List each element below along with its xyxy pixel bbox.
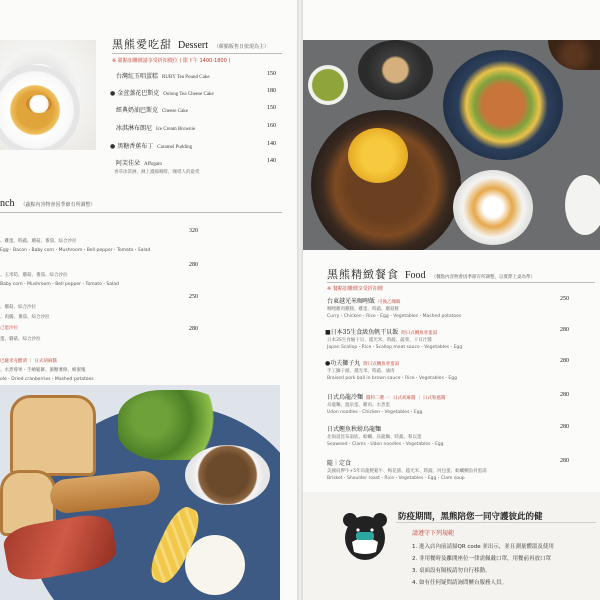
curry-rice bbox=[348, 128, 408, 183]
soup-bowl bbox=[453, 170, 533, 245]
side-plate bbox=[565, 175, 600, 235]
dessert-title-en: Dessert bbox=[178, 40, 208, 51]
price: 320 bbox=[189, 228, 198, 234]
price: 280 bbox=[560, 424, 569, 430]
food-item-desc: 日本3S生食級干貝、越光米、時蔬、蔬菜、干貝汁醬 bbox=[327, 338, 432, 343]
food-item-en: Japan Scallop・Rice・Scallop meat sauce・Vegetables・Egg bbox=[327, 345, 463, 350]
price: 280 bbox=[560, 358, 569, 364]
dessert-item: 台灣紅玉唱蛋糕 RUBY Tea Pound Cake bbox=[116, 73, 210, 80]
lunch-desc: 己蛋沙拉 bbox=[0, 326, 18, 331]
lunch-desc: 蛋、蘑菇、綜合沙拉 bbox=[0, 337, 41, 342]
food-item-en: Curry・Chicken・Rice・Egg・Vegetables・Mashed potatoes bbox=[327, 314, 462, 319]
food-item-desc: 手工獅子頭、越光米、時蔬、滷肉 bbox=[327, 369, 395, 374]
dessert-item: 冰淇淋布朗尼 Ice Cream Brownie bbox=[116, 125, 196, 132]
egg bbox=[185, 535, 245, 595]
notice-item: 1. 進入店內前請掃QR code 並出示，並且測量體溫及使用 bbox=[412, 544, 554, 550]
food-item-desc: 北海道昆布湯底、蛤蠣、烏龍麵、時蔬、和以蛋 bbox=[327, 435, 422, 440]
price: 140 bbox=[267, 158, 276, 164]
lunch-desc-en: Egg・Bacon・Baby corn・Mushroom・Bell pepper・Tomato・Salad bbox=[0, 248, 151, 253]
dessert-note: （餅點販售日依現為主） bbox=[214, 44, 270, 50]
notice-item: 3. 桌面設有隔板請勿自行移動。 bbox=[412, 568, 491, 574]
price: 280 bbox=[560, 327, 569, 333]
price: 250 bbox=[189, 294, 198, 300]
food-item: 日式烏龍冷麵 醬料二選一：日式胡麻醬 ｜ 日式和風醬 bbox=[327, 394, 446, 401]
food-note: （餐點內容物會因季節有所調整，以實際上桌為準） bbox=[431, 275, 536, 280]
dessert-item: ● 黑糖香蕉布丁 Caramel Pudding bbox=[110, 143, 193, 150]
lunch-desc: 、水煮莓果・手繪鬆餅、蜜糖薯條、蜂蜜塊 bbox=[0, 368, 86, 373]
price: 280 bbox=[560, 392, 569, 398]
curry-table-photo bbox=[303, 40, 600, 250]
dessert-item: 阿芙佳朵 Affogato bbox=[116, 160, 162, 167]
lunch-header bbox=[0, 196, 95, 209]
notice-item: 4. 如有任何疑問請詢問櫃台服務人員。 bbox=[412, 580, 507, 586]
price: 140 bbox=[267, 141, 276, 147]
food-item-desc: 美國肩胛牛+5年烏龍輕鬆牛、梅花豬、越光米、時蔬、河包蛋、蛤蠣鯛魚骨蛋湯 bbox=[327, 469, 487, 474]
lunch-desc: 巴薩米克醋漬 ｜ 日式胡麻醬 bbox=[0, 359, 57, 364]
dessert-item: ● 金萱蒸花巴斯克 Oolong Tea Cheese Cake bbox=[110, 90, 214, 97]
food-item-en: Brisket・Shoulder roast・Rice・Vegetables・Egg・Clam soup bbox=[327, 476, 465, 481]
brunch-plate-photo bbox=[0, 385, 280, 600]
steak-plate bbox=[443, 50, 563, 160]
lunch-desc-en: ole・Dried cranberries・Mashed potatoes bbox=[0, 377, 94, 382]
divider bbox=[0, 212, 282, 213]
divider bbox=[396, 522, 596, 523]
food-item-en: Seaweed・Clams・Udon noodles・Vegetables・Egg bbox=[327, 442, 444, 447]
food-red-note: ※ 餐點加購價享受折扣價 bbox=[327, 286, 383, 292]
food-item: ■日本35生食級魚帆干貝飯 附日式鯛魚骨蛋湯 bbox=[325, 329, 438, 336]
notice-subtitle: 請遵守下列規範 bbox=[412, 530, 455, 537]
food-item-desc: 烏龍麵、溫泉蛋、雞肉、水煮蛋 bbox=[327, 403, 390, 408]
lunch-desc: 、雞蛋、時蔬、蘑菇、番茄、綜合沙拉 bbox=[0, 239, 77, 244]
price: 280 bbox=[189, 262, 198, 268]
price: 150 bbox=[267, 71, 276, 77]
lunch-desc: 、蘑菇、綜合沙拉 bbox=[0, 305, 36, 310]
lunch-note: （蔬點內容物會因季節有所調整） bbox=[20, 202, 96, 208]
dessert-title-cn: 黑熊愛吃甜 bbox=[112, 38, 172, 51]
price: 250 bbox=[560, 296, 569, 302]
food-title-cn: 黑熊精緻餐食 bbox=[327, 268, 399, 281]
lunch-desc-en: Baby corn・Mushroom・Bell pepper・Tomato・Salad bbox=[0, 282, 119, 287]
dessert-item-desc: 香草冰淇淋，淋上濃縮咖啡，咖啡人的最愛 bbox=[114, 170, 200, 175]
matcha-bowl bbox=[308, 65, 348, 105]
price: 150 bbox=[267, 105, 276, 111]
food-item: 隨｜定食 bbox=[327, 460, 352, 467]
toast-slice bbox=[10, 395, 96, 476]
dessert-red-note: ※ 甜點加購價請享受折扣價位 ( 限下午 1400-1800 ) bbox=[112, 58, 231, 64]
food-item-en: Braised pork ball in brown sauce・Rice・Vegetables・Egg bbox=[327, 376, 457, 381]
price: 160 bbox=[267, 123, 276, 129]
food-title-en: Food bbox=[405, 270, 426, 281]
lunch-title: nch bbox=[0, 198, 15, 209]
food-item: ●功夫獅子丸 附日式鯛魚骨蛋湯 bbox=[325, 360, 400, 367]
notice-title: 防疫期間，黑熊陪您一同守護彼此的健 bbox=[398, 512, 543, 522]
food-item: 日式鰹魚秋螃烏龍麵 bbox=[327, 426, 382, 433]
notice-item: 2. 非用餐時及離開座位一律需佩戴口罩，用餐前再放口罩 bbox=[412, 556, 551, 562]
dessert-header bbox=[112, 36, 269, 52]
left-menu-page bbox=[0, 0, 297, 600]
divider bbox=[112, 53, 282, 54]
bear-mask-icon bbox=[340, 508, 390, 563]
pudding-topping bbox=[26, 95, 52, 113]
price: 280 bbox=[189, 326, 198, 332]
food-item-en: Udon noodles・Chicken・Vegetables・Egg bbox=[327, 410, 423, 415]
pudding-photo bbox=[0, 40, 96, 150]
coffee-beans bbox=[548, 40, 600, 70]
divider bbox=[327, 282, 595, 283]
food-item: 台東越光米咖哩飯 可換乙咖飯 bbox=[327, 298, 401, 305]
mushroom-bowl bbox=[185, 445, 270, 505]
price: 180 bbox=[267, 88, 276, 94]
food-header bbox=[327, 266, 535, 282]
price: 280 bbox=[560, 458, 569, 464]
toast-plate bbox=[358, 40, 433, 100]
dessert-item: 經典奶油巴斯克 Cheese Cake bbox=[116, 107, 188, 114]
lunch-desc: 、肉腸、番茄、綜合沙拉 bbox=[0, 315, 50, 320]
food-item-desc: 咖哩雞肉雞腿、雞蛋、時蔬、蘑菇鮮 bbox=[327, 307, 399, 312]
lunch-desc: 、玉米筍、蘑菇、番茄、綜合沙拉 bbox=[0, 273, 68, 278]
